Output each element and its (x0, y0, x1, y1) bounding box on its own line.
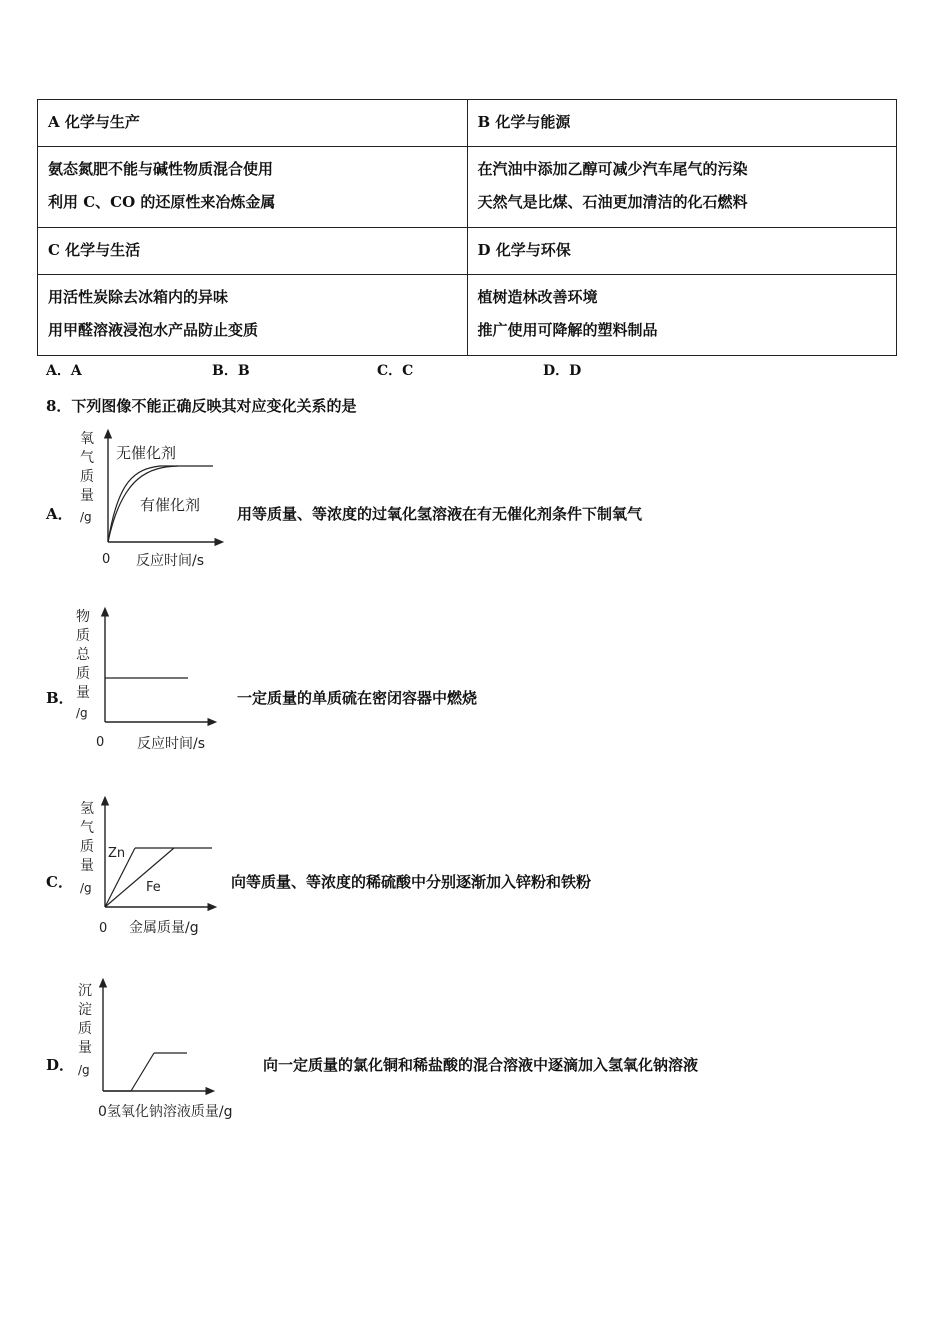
graph-c (70, 795, 230, 940)
cell-a-line-1: 氨态氮肥不能与碱性物质混合使用 (48, 160, 274, 178)
cell-b-line-1: 在汽油中添加乙醇可减少汽车尾气的污染 (477, 160, 748, 178)
option-a-label[interactable]: A． (46, 505, 73, 523)
cell-c-line-2: 用甲醛溶液浸泡水产品防止变质 (48, 321, 259, 339)
answer-d[interactable]: D．D (543, 363, 582, 379)
graph-b-ylabel-2: 质 (76, 628, 90, 644)
cell-d-body (467, 275, 897, 356)
cell-a-body (38, 147, 468, 228)
graph-c-ylabel-3: 质 (80, 839, 94, 855)
cell-b-title: B 化学与能源 (467, 100, 897, 147)
graph-b-ylabel-3: 总 (76, 647, 90, 663)
graph-a-label-catalyst: 有催化剂 (140, 496, 201, 514)
option-b-label[interactable]: B． (46, 689, 74, 707)
graph-d-ylabel-1: 沉 (78, 983, 92, 999)
graph-d-xlabel: 0氢氧化钠溶液质量/g (98, 1104, 233, 1120)
graph-b-ylabel-5: 量 (76, 685, 90, 701)
answer-b[interactable]: B．B (212, 363, 250, 379)
graph-a-ylabel-3: 质 (80, 469, 94, 485)
graph-c-xlabel: 金属质量/g (129, 920, 199, 936)
graph-c-label-fe: Fe (146, 880, 161, 895)
graph-c-ylabel-4: 量 (80, 858, 94, 874)
graph-a-ylabel-1: 氧 (80, 431, 94, 447)
graph-d (70, 975, 270, 1125)
graph-b-xlabel: 反应时间/s (137, 736, 206, 752)
graph-d-ylabel-4: 量 (78, 1040, 92, 1056)
graph-a-ylabel-4: 量 (80, 488, 94, 504)
cell-c-line-1: 用活性炭除去冰箱内的异味 (48, 288, 229, 306)
option-d-desc: 向一定质量的氯化铜和稀盐酸的混合溶液中逐滴加入氢氧化钠溶液 (263, 1056, 699, 1074)
graph-c-origin: 0 (99, 921, 108, 936)
option-b-desc: 一定质量的单质硫在密闭容器中燃烧 (237, 689, 478, 707)
option-c-label[interactable]: C． (46, 873, 73, 891)
graph-c-ylabel-5: /g (80, 881, 92, 895)
graph-d-rise (131, 1053, 154, 1091)
question-8-stem: 8．下列图像不能正确反映其对应变化关系的是 (46, 397, 357, 415)
graph-a-xlabel: 反应时间/s (136, 553, 205, 569)
graph-a-label-no-catalyst: 无催化剂 (116, 444, 177, 462)
cell-c-title: C 化学与生活 (38, 228, 468, 275)
answer-c[interactable]: C．C (377, 363, 414, 379)
cell-a-title: A 化学与生产 (38, 100, 468, 147)
graph-b-ylabel-4: 质 (76, 666, 90, 682)
graph-b-origin: 0 (96, 735, 105, 750)
graph-b-ylabel-6: /g (76, 706, 88, 720)
graph-a-ylabel-5: /g (80, 510, 92, 524)
cell-d-line-2: 推广使用可降解的塑料制品 (477, 321, 658, 339)
graph-b-ylabel-1: 物 (76, 609, 90, 625)
cell-b-line-2: 天然气是比煤、石油更加清洁的化石燃料 (477, 193, 748, 211)
graph-a-origin: 0 (102, 552, 111, 567)
graph-a (70, 425, 230, 575)
graph-c-ylabel-2: 气 (80, 820, 94, 836)
graph-b (70, 605, 230, 755)
option-a-desc: 用等质量、等浓度的过氧化氢溶液在有无催化剂条件下制氧气 (237, 505, 643, 523)
graph-c-label-zn: Zn (108, 846, 126, 861)
cell-b-body (467, 147, 897, 228)
graph-a-ylabel-2: 气 (80, 450, 94, 466)
graph-d-ylabel-5: /g (78, 1063, 90, 1077)
graph-c-ylabel-1: 氢 (80, 801, 94, 817)
cell-a-line-2: 利用 C、CO 的还原性来冶炼金属 (48, 193, 276, 211)
cell-d-title: D 化学与环保 (467, 228, 897, 275)
graph-d-ylabel-2: 淀 (78, 1002, 92, 1018)
cell-c-body (38, 275, 468, 356)
cell-d-line-1: 植树造林改善环境 (477, 288, 598, 306)
graph-d-ylabel-3: 质 (78, 1021, 92, 1037)
answer-a[interactable]: A．A (46, 363, 82, 379)
options-table (37, 99, 897, 356)
option-c-desc: 向等质量、等浓度的稀硫酸中分别逐渐加入锌粉和铁粉 (231, 873, 592, 891)
option-d-label[interactable]: D． (46, 1056, 75, 1074)
